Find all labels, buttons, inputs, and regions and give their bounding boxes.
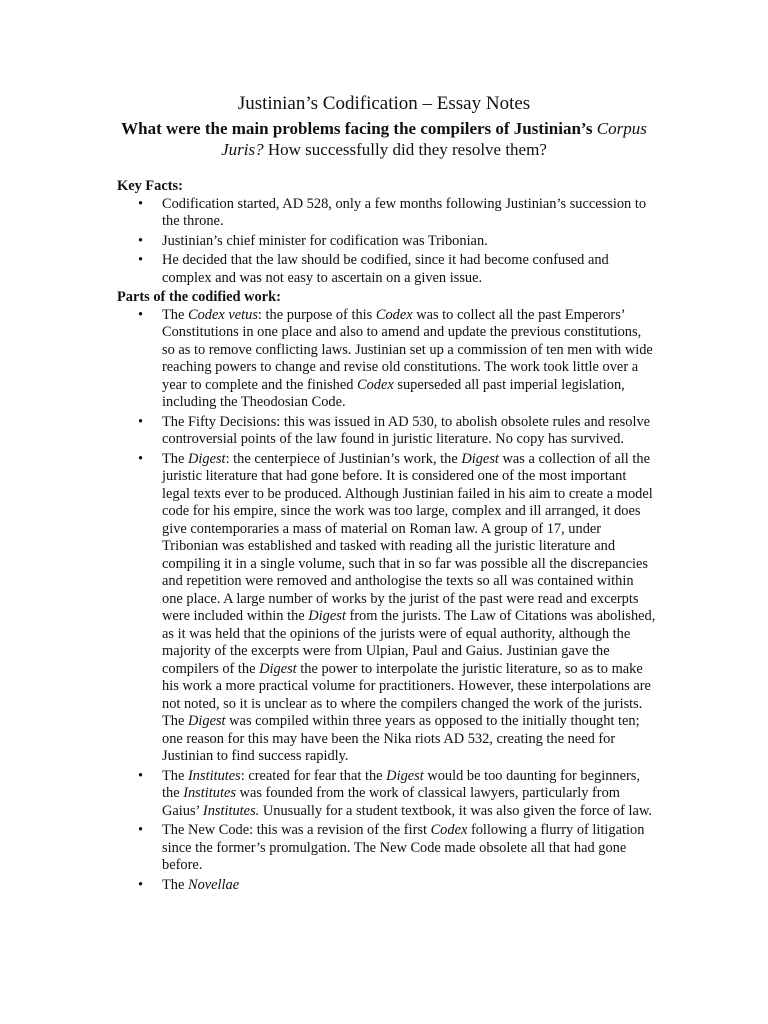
text-run: the power to interpolate the juristic literature, so as to make his work a more practical volume for practitioners. However, these interpolations are not noted, so it is unclear as to where the compilers changed the work of the jurists. The bbox=[162, 660, 651, 729]
part-institutes bbox=[162, 768, 657, 821]
key-facts-list bbox=[117, 196, 657, 288]
document-title: Justinian’s Codification – Essay Notes bbox=[237, 93, 531, 114]
italic-run: Codex bbox=[357, 376, 394, 393]
text-run: The bbox=[162, 306, 188, 323]
text-run: from the jurists. The Law of Citations was abolished, as it was held that the opinions of the jurists were of equal authority, although the majority of the excerpts were from Ulpian, Paul and Gaius. Justinian gave the compilers of the bbox=[162, 608, 656, 677]
italic-run: Digest bbox=[259, 660, 297, 677]
text-run: was to collect all the past Emperors’ Constitutions in one place and also to amend and update the previous constitutions, so as to remove conflicting laws. Justinian set up a commission of ten men with wide reaching powers to change and revise old constitutions. The work took little over a year to complete and the finished bbox=[162, 306, 653, 393]
part-codex-vetus bbox=[162, 307, 657, 412]
italic-run: Institutes bbox=[183, 785, 236, 801]
italic-run: Digest bbox=[308, 608, 346, 624]
text-run: The bbox=[162, 767, 188, 784]
text-run: The New Code: this was a revision of the first bbox=[162, 822, 431, 838]
text-run: would be too daunting for beginners, the bbox=[162, 767, 640, 801]
italic-run: Institutes. bbox=[202, 802, 260, 819]
text-run: The bbox=[162, 450, 188, 467]
italic-run: Codex vetus bbox=[187, 306, 258, 323]
italic-run: Codex bbox=[375, 306, 413, 323]
italic-run: Digest bbox=[386, 767, 424, 784]
text-run: superseded all past imperial legislation, including the Theodosian Code. bbox=[162, 376, 625, 410]
question-part-1: What were the main problems facing the compilers of Justinian’s bbox=[121, 119, 597, 138]
text-run: was a collection of all the juristic literature that had gone before. It is considered one of the most important legal texts ever to be produced. Although Justinian failed in his aim to create a model code for his empire, since the work was too large, complex and ill arranged, it does give contemporaries a mass of material on Roman law. A group of 17, under Tribonian was established and tasked with reading all the juristic literature and compiling it in a single volume, such that in so far was possible all the discrepancies and repetition were removed and anthologise the texts so all was contained within one place. A large number of works by the jurist of the past were read and excerpts were included within the bbox=[162, 450, 653, 624]
key-fact-item: • Codification started, AD 528, only a few months following Justinian’s succession to the throne. bbox=[162, 196, 657, 231]
parts-heading: Parts of the codified work: bbox=[117, 289, 281, 305]
text-run: : the purpose of this bbox=[257, 306, 376, 323]
question-part-3: How successfully did they resolve them? bbox=[263, 140, 547, 159]
text-run: was founded from the work of classical lawyers, particularly from Gaius’ bbox=[162, 785, 620, 819]
italic-run: Digest bbox=[461, 450, 499, 467]
text-run: following a flurry of litigation since the former’s promulgation. The New Code made obsolete all that had gone before. bbox=[162, 822, 645, 873]
notes-body bbox=[117, 178, 657, 896]
key-fact-item: • Justinian’s chief minister for codification was Tribonian. bbox=[162, 233, 657, 251]
question-part-2: Corpus Juris? bbox=[221, 119, 647, 159]
part-fifty-decisions: • The Fifty Decisions: this was issued in AD 530, to abolish obsolete rules and resolve controversial points of the law found in juristic literature. No copy has survived. bbox=[162, 414, 657, 449]
essay-question bbox=[110, 118, 658, 160]
part-new-code bbox=[162, 822, 657, 875]
text-run: was compiled within three years as opposed to the initially thought ten; one reason for this may have been the Nika riots AD 532, creating the need for Justinian to find success rapidly. bbox=[162, 713, 640, 764]
part-digest bbox=[162, 451, 657, 766]
key-fact-item: • He decided that the law should be codified, since it had become confused and complex and was not easy to ascertain on a given issue. bbox=[162, 252, 657, 287]
italic-run: Institutes bbox=[187, 767, 241, 784]
text-run: The bbox=[162, 876, 188, 893]
italic-run: Codex bbox=[430, 822, 468, 838]
text-run: : created for fear that the bbox=[240, 767, 387, 784]
italic-run: Digest bbox=[187, 713, 226, 729]
italic-run: Digest bbox=[187, 450, 226, 467]
text-run: : the centerpiece of Justinian’s work, the bbox=[225, 450, 462, 467]
italic-run: Novellae bbox=[187, 876, 240, 893]
part-novellae bbox=[162, 877, 657, 895]
parts-list bbox=[117, 307, 657, 895]
key-facts-heading: Key Facts: bbox=[117, 178, 183, 194]
text-run: Unusually for a student textbook, it was also given the force of law. bbox=[259, 802, 652, 819]
